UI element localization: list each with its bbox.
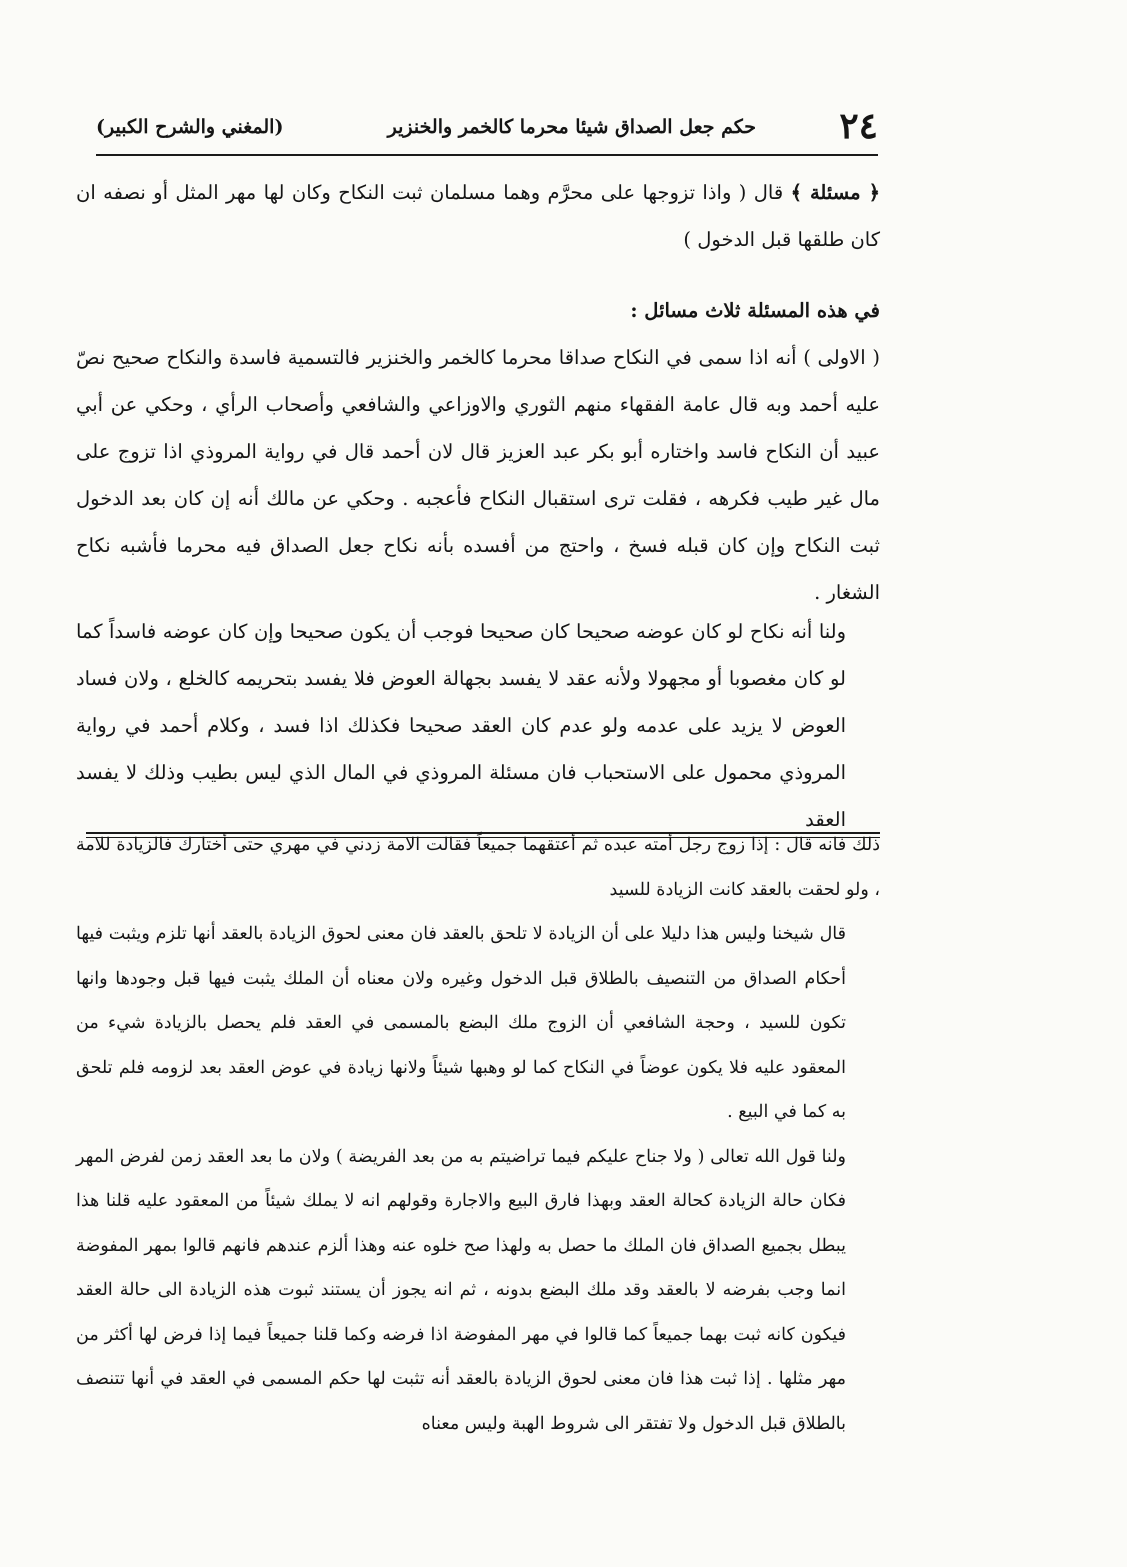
masala-statement [76,169,880,263]
paragraph-counter-argument: ولنا أنه نكاح لو كان عوضه صحيحا كان صحيحا فوجب أن يكون صحيحا وإن كان عوضه فاسداً كما لو كان مغصوبا أو مجهولا ولأنه عقد لا يفسد بجهالة العوض فلا يفسد بتحريمه كالخلع ، ولان فساد العوض لا يزيد على عدمه ولو عدم كان العقد صحيحا فكذلك اذا فسد ، وكلام أحمد في رواية المروذي محمول على الاستحباب فان مسئلة المروذي في المال الذي ليس بطيب وذلك لا يفسد العقد [76,620,846,831]
footnote-paragraph-3: ولنا قول الله تعالى ( ولا جناح عليكم فيما تراضيتم به من بعد الفريضة ) ولان ما بعد العقد زمن لفرض المهر فكان حالة الزيادة كحالة العقد وبهذا فارق البيع والاجارة وقولهم انه لا يملك شيئاً من المعقود عليه قلنا هذا يبطل بجميع الصداق فان الملك ما حصل به ولهذا صح خلوه عنه وهذا ألزم عندهم فانهم قالوا بمهر المفوضة انما وجب بفرضه لا بالعقد وقد ملك البضع بدونه ، ثم انه يجوز أن يستند ثبوت هذه الزيادة الى حالة العقد فيكون كانه ثبت بهما جميعاً كما قالوا في مهر المفوضة اذا فرضه وكما قلنا جميعاً فيما إذا فرض لها أكثر من مهر مثلها . إذا ثبت هذا فان معنى لحوق الزيادة بالعقد أنه تثبت لها حكم المسمى في العقد في أنها تتنصف بالطلاق قبل الدخول ولا تفتقر الى شروط الهبة وليس معناه [76,1146,846,1434]
footnote-text [76,823,880,1446]
footnote-paragraph-2: قال شيخنا وليس هذا دليلا على أن الزيادة لا تلحق بالعقد فان معنى لحوق الزيادة بالعقد أنها تلزم ويثبت فيها أحكام الصداق من التنصيف بالطلاق قبل الدخول وغيره ولان معناه أن الملك يثبت فيها قبل وجودها وانها تكون للسيد ، وحجة الشافعي أن الزوج ملك البضع بالمسمى في العقد فلم يحصل بالزيادة شيء من المعقود عليه فلا يكون عوضاً في النكاح كما لو وهبها شيئاً ولانها زيادة في عوض العقد بعد لزومه فلم تلحق به كما في البيع . [76,924,846,1122]
main-text [76,169,880,263]
masala-intro: في هذه المسئلة ثلاث مسائل : [630,299,880,322]
masala-text: قال ( واذا تزوجها على محرَّم وهما مسلمان ثبت النكاح وكان لها مهر المثل أو نصفه ان كان طلقها قبل الدخول ) [76,181,880,251]
masala-label: ﴿ مسئلة ﴾ [790,181,880,204]
main-body-continued [76,608,880,843]
header-rule [96,154,878,156]
page-header [96,104,878,156]
footnote-paragraph-1: ذلك فانه قال : إذا زوج رجل أمته عبده ثم أعتقهما جميعاً فقالت الامة زدني في مهري حتى أختارك فالزيادة للامة ، ولو لحقت بالعقد كانت الزيادة للسيد [76,835,880,900]
main-body [76,287,880,616]
paragraph-first-issue: ( الاولى ) أنه اذا سمى في النكاح صداقا محرما كالخمر والخنزير فالتسمية فاسدة والنكاح صحيح نصّ عليه أحمد وبه قال عامة الفقهاء منهم الثوري والاوزاعي والشافعي وأصحاب الرأي ، وحكي عن أبي عبيد أن النكاح فاسد واختاره أبو بكر عبد العزيز قال لان أحمد قال في رواية المروذي اذا تزوج على مال غير طيب فكرهه ، فقلت ترى استقبال النكاح فأعجبه . وحكي عن مالك أنه إن كان بعد الدخول ثبت النكاح وإن كان قبله فسخ ، واحتج من أفسده بأنه نكاح جعل الصداق فيه محرما فأشبه نكاح الشغار . [76,346,880,604]
section-heading: حكم جعل الصداق شيئا محرما كالخمر والخنزير [387,116,756,138]
page-number: ٢٤ [839,105,878,147]
book-title: (المغني والشرح الكبير) [96,116,284,138]
